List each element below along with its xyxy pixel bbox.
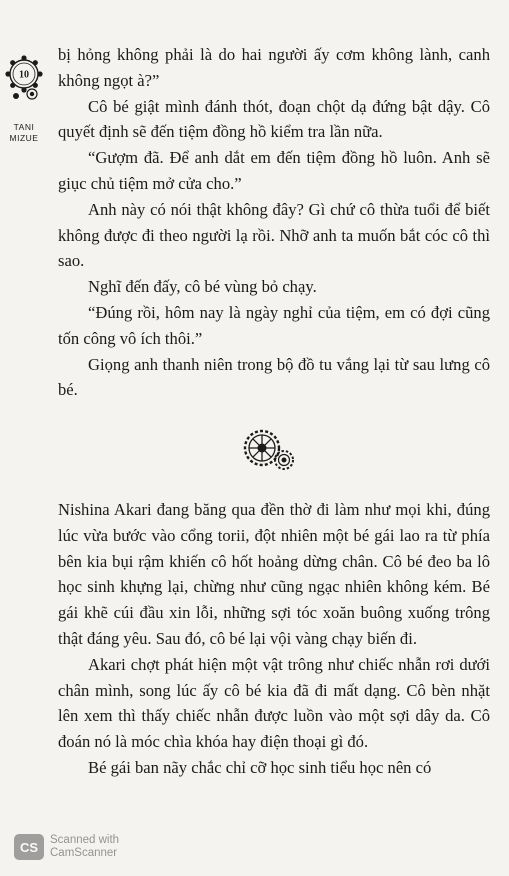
paragraph: Cô bé giật mình đánh thót, đoạn chột dạ đứng bật dậy. Cô quyết định sẽ đến tiệm đồng hồ kiểm tra lần nữa. — [58, 96, 490, 142]
author-name — [10, 122, 39, 144]
paragraph: Giọng anh thanh niên trong bộ đồ tu vắng lại từ sau lưng cô bé. — [58, 354, 490, 400]
gear-divider-icon — [240, 426, 302, 474]
paragraph: Nghĩ đến đấy, cô bé vùng bỏ chạy. — [88, 277, 317, 297]
watermark-text — [50, 834, 119, 860]
top-text-block — [58, 42, 490, 403]
paragraph: Bé gái ban nãy chắc chỉ cỡ học sinh tiểu học nên có — [88, 757, 432, 777]
paragraph: bị hỏng không phải là do hai người ấy cơm không lành, canh không ngọt à?” — [58, 45, 490, 90]
scanner-watermark — [14, 834, 119, 860]
clock-gear-icon — [2, 52, 46, 104]
watermark-line-1: Scanned with — [50, 834, 120, 846]
paragraph: Anh này có nói thật không đây? Gì chứ cô thừa tuổi để biết không được đi theo người lạ rồi. Nhỡ anh ta muốn bắt cóc cô thì sao. — [58, 199, 490, 271]
watermark-line-2: CamScanner — [50, 847, 118, 859]
paragraph: Akari chợt phát hiện một vật trông như chiếc nhẫn rơi dưới chân mình, song lúc ấy cô bé kia đã đi mất dạng. Cô bèn nhặt lên xem thì thấy chiếc nhẫn được luồn vào một sợi dây da. Cô đoán nó là móc chìa khóa hay điện thoại gì đó. — [58, 654, 490, 752]
author-line-1: TANI — [13, 122, 35, 132]
camscanner-logo-icon: CS — [14, 834, 44, 860]
page-sidebar — [2, 52, 46, 144]
paragraph: “Gượm đã. Để anh dắt em đến tiệm đồng hồ luôn. Anh sẽ giục chủ tiệm mở cửa cho.” — [58, 148, 490, 193]
page-number: 10 — [19, 69, 29, 81]
paragraph: “Đúng rồi, hôm nay là ngày nghỉ của tiệm, em có đợi cũng tốn công vô ích thôi.” — [58, 302, 490, 348]
author-line-2: MIZUE — [9, 133, 39, 143]
paragraph: Nishina Akari đang băng qua đền thờ đi làm như mọi khi, đúng lúc vừa bước vào cổng torii, đột nhiên một bé gái lao ra từ phía bên kia bụi rậm khiến cô hốt hoảng dừng chân. Cô bé đeo ba lô học sinh khựng lại, chừng như cũng ngạc nhiên không kém. Bé gái khẽ cúi đầu xin lỗi, những sợi tóc xoăn buông xuống trông thật đáng yêu. Sau đó, cô bé lại vội vàng chạy biến đi. — [58, 500, 490, 648]
bottom-text-block — [58, 497, 490, 781]
